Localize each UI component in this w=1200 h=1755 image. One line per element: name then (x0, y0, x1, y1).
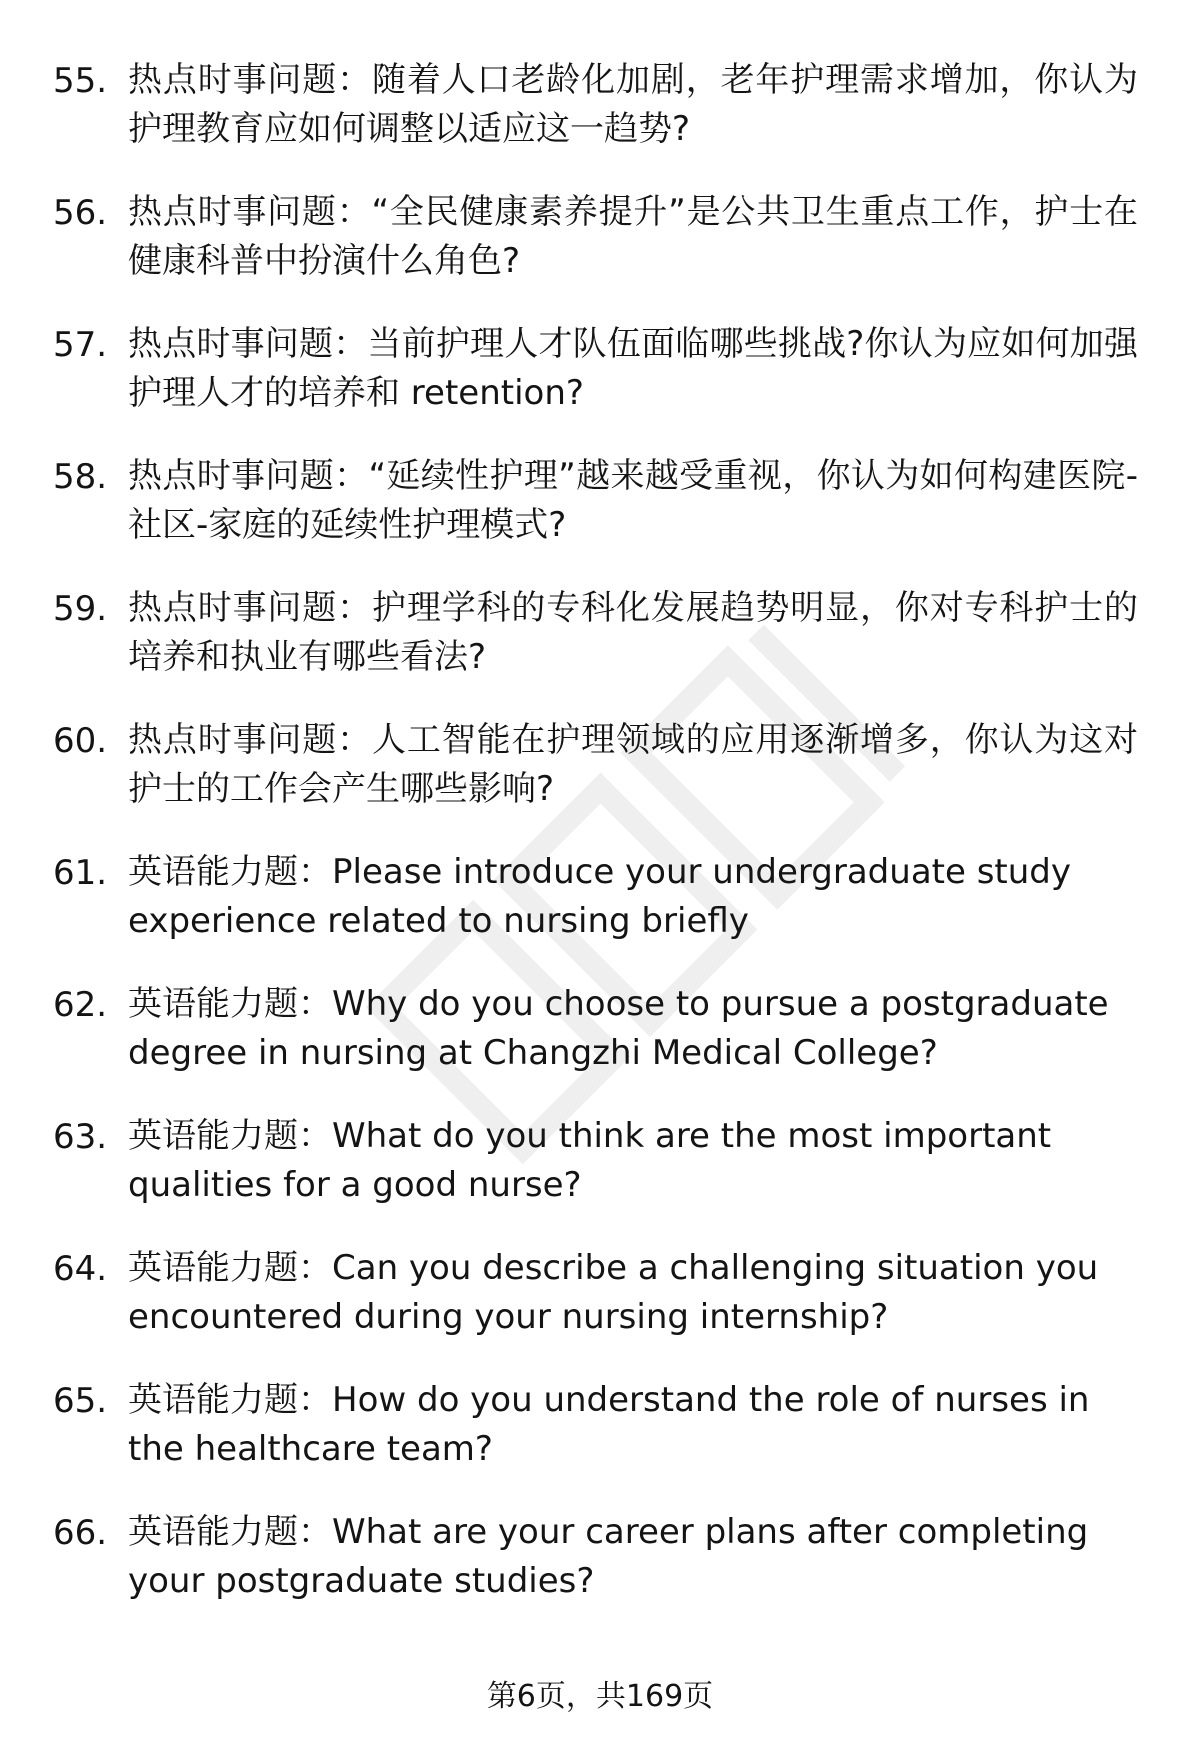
question-number: 65. (53, 1381, 108, 1421)
question-number: 60. (53, 721, 108, 761)
question-item (0, 848, 1200, 980)
question-item (0, 1112, 1200, 1244)
question-item (0, 1244, 1200, 1376)
question-item (0, 320, 1200, 452)
question-text: 英语能力题：Can you describe a challenging situation you encountered during your nursing internship? (128, 1248, 1099, 1337)
question-text: 英语能力题：What are your career plans after completing your postgraduate studies? (128, 1512, 1089, 1601)
question-text: 英语能力题：Why do you choose to pursue a postgraduate degree in nursing at Changzhi Medical College? (128, 984, 1109, 1073)
question-text: 热点时事问题：护理学科的专科化发展趋势明显，你对专科护士的培养和执业有哪些看法? (128, 588, 1138, 677)
question-number: 64. (53, 1249, 108, 1289)
question-item (0, 584, 1200, 716)
question-number: 66. (53, 1513, 108, 1553)
question-text: 英语能力题：Please introduce your undergraduate study experience related to nursing briefly (128, 852, 1072, 941)
question-number: 62. (53, 985, 108, 1025)
question-item (0, 452, 1200, 584)
question-item (0, 1508, 1200, 1640)
question-item (0, 56, 1200, 188)
question-item (0, 980, 1200, 1112)
question-text: 热点时事问题：当前护理人才队伍面临哪些挑战?你认为应如何加强护理人才的培养和 retention? (128, 324, 1138, 413)
question-text: 英语能力题：How do you understand the role of nurses in the healthcare team? (128, 1380, 1090, 1469)
question-item (0, 716, 1200, 848)
question-text: 热点时事问题：随着人口老龄化加剧，老年护理需求增加，你认为护理教育应如何调整以适应这一趋势? (128, 60, 1138, 149)
question-number: 56. (53, 193, 108, 233)
question-item (0, 1376, 1200, 1508)
question-number: 57. (53, 325, 108, 365)
question-number: 63. (53, 1117, 108, 1157)
question-text: 热点时事问题：人工智能在护理领域的应用逐渐增多，你认为这对护士的工作会产生哪些影响? (128, 720, 1138, 809)
question-number: 55. (53, 61, 108, 101)
question-item (0, 188, 1200, 320)
question-text: 英语能力题：What do you think are the most important qualities for a good nurse? (128, 1116, 1052, 1205)
question-list (0, 56, 1200, 1640)
question-number: 61. (53, 853, 108, 893)
question-text: 热点时事问题：“全民健康素养提升”是公共卫生重点工作，护士在健康科普中扮演什么角色? (128, 192, 1138, 281)
question-number: 58. (53, 457, 108, 497)
page-footer: 第6页，共169页 (486, 1679, 714, 1714)
question-text: 热点时事问题：“延续性护理”越来越受重视，你认为如何构建医院-社区-家庭的延续性护理模式? (128, 456, 1138, 545)
question-number: 59. (53, 589, 108, 629)
